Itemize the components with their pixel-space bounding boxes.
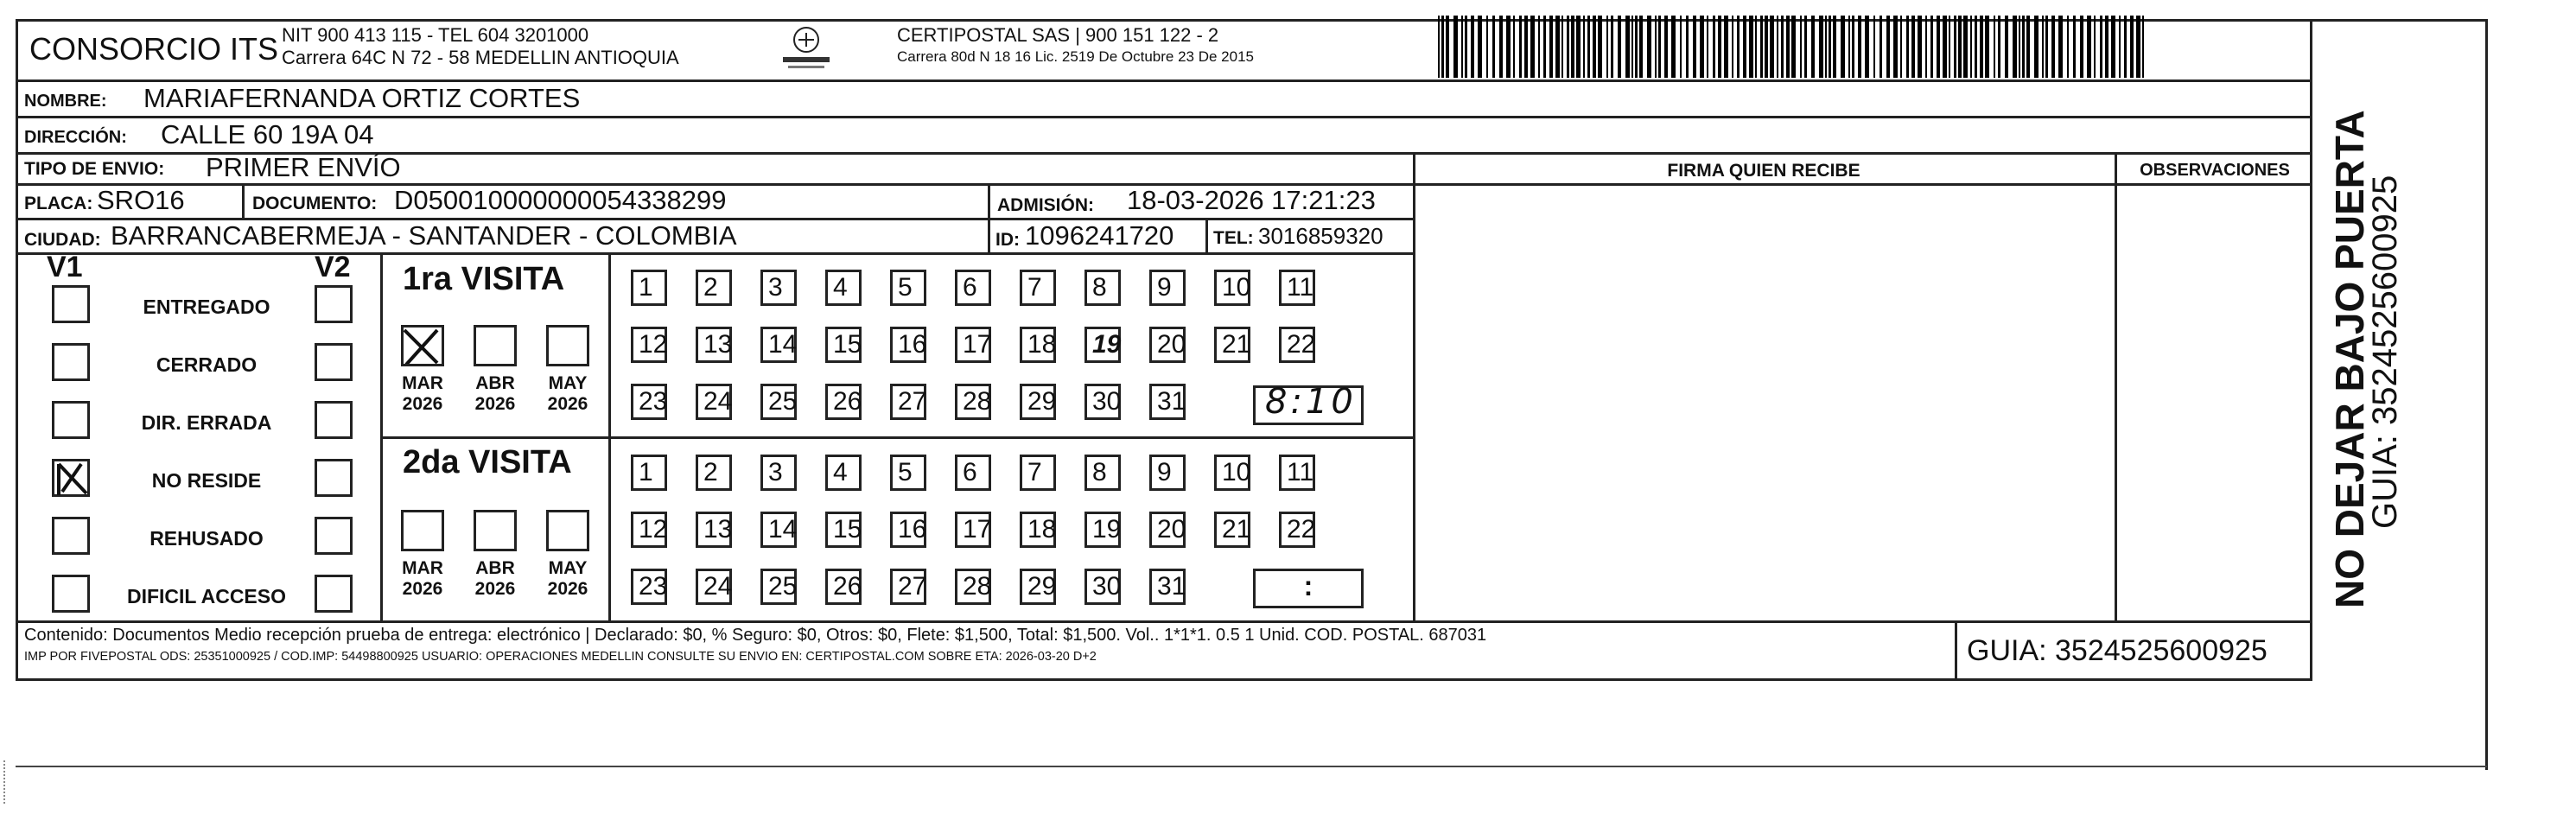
status-label: REHUSADO [149,527,264,550]
barcode-bar [2019,16,2020,78]
status-label: DIFICIL ACCESO [126,585,286,607]
id-value: 1096241720 [1025,220,1174,251]
barcode-bar [1724,16,1728,78]
barcode-bar [1833,16,1836,78]
visit1-day[interactable]: 21 [1214,327,1250,363]
barcode-bar [1658,16,1661,78]
nombre-label: NOMBRE: [24,92,107,111]
visit1-day[interactable]: 25 [760,384,797,420]
barcode-bar [1555,16,1560,78]
barcode-bar [1858,16,1861,78]
barcode-bar [1618,16,1621,78]
barcode-bar [1918,16,1922,78]
v2-checkbox[interactable] [315,517,353,555]
barcode-bar [1765,16,1768,78]
visit1-day[interactable]: 9 [1149,270,1186,306]
visit1-month-label: ABR [475,373,515,393]
barcode-bar [1530,16,1535,78]
ciudad-label: CIUDAD: [24,230,101,250]
visit2-day[interactable]: 28 [955,569,991,605]
barcode-bar [1985,16,1989,78]
barcode-bar [1549,16,1553,78]
row-line [16,79,2312,82]
col-divider [1205,218,1208,252]
visit1-day[interactable]: 31 [1149,384,1186,420]
visit2-month-box[interactable] [401,510,444,551]
barcode-bar [1848,16,1850,78]
visit1-month-year: 2026 [402,394,443,414]
documento-value: D050010000000054338299 [394,185,727,215]
col-divider [242,183,245,218]
barcode-bar [1438,16,1440,78]
visit1-month-box[interactable] [401,325,444,366]
visit1-month-label: MAY [548,373,588,393]
visit2-day[interactable]: 14 [760,512,797,548]
barcode-bar [1639,16,1643,78]
barcode-bar [1880,16,1882,78]
v1-checkbox[interactable] [52,285,90,323]
barcode-bar [1852,16,1854,78]
barcode-bar [2087,16,2091,78]
visit1-day[interactable]: 5 [890,270,926,306]
barcode-bar [1900,16,1902,78]
v2-checkbox[interactable] [315,343,353,381]
visit2-day[interactable]: 19 [1084,512,1121,548]
barcode-bar [1755,16,1757,78]
visit1-month-label: MAR [402,373,443,393]
barcode-bar [1958,16,1962,78]
visit1-day[interactable]: 17 [955,327,991,363]
barcode-bar [1671,16,1676,78]
status-label: DIR. ERRADA [141,411,272,434]
barcode-bar [1647,16,1651,78]
barcode-bar [1819,16,1823,78]
visit2-day[interactable]: 5 [890,455,926,491]
v1-checkbox[interactable] [52,517,90,555]
placa-value: SRO16 [97,185,185,215]
visit1-title: 1ra VISITA [403,261,565,297]
visit2-day[interactable]: 23 [631,569,667,605]
status-label: NO RESIDE [151,469,262,492]
visit1-day[interactable]: 23 [631,384,667,420]
visit1-day[interactable]: 14 [760,327,797,363]
v2-checkbox[interactable] [315,575,353,613]
barcode-bar [2042,16,2044,78]
tipo-value: PRIMER ENVÍO [206,152,401,182]
footer-print-line: IMP POR FIVEPOSTAL ODS: 25351000925 / COD.IMP: 54498800925 USUARIO: OPERACIONES MEDELLIN CONSULTE SU ENVIO EN: CERTIPOSTAL.COM SOBRE ETA: 2026-03-20 D+2 [24,650,1097,664]
barcode-bar [1635,16,1638,78]
barcode-bar [1786,16,1790,78]
visit1-day[interactable]: 2 [696,270,732,306]
status-label: ENTREGADO [143,296,270,318]
visit2-day[interactable]: 26 [825,569,862,605]
courier-logo [776,24,836,76]
barcode-bar [1906,16,1909,78]
visit2-title: 2da VISITA [403,444,572,480]
barcode-bar [1949,16,1950,78]
visit1-day[interactable]: 27 [890,384,926,420]
direccion-value: CALLE 60 19A 04 [161,119,374,149]
barcode-bar [2026,16,2030,78]
observaciones-label: OBSERVACIONES [2140,161,2290,180]
barcode-bar [1693,16,1696,78]
v2-label: V2 [315,251,351,283]
barcode-bar [2136,16,2140,78]
visit1-day[interactable]: 16 [890,327,926,363]
col-divider [1955,620,1957,681]
visit1-day[interactable]: 11 [1279,270,1315,306]
visit2-month-year: 2026 [402,579,443,599]
barcode-bar [1937,16,1940,78]
barcode-bar [1930,16,1933,78]
barcode-bar [2051,16,2055,78]
visit2-day[interactable]: 17 [955,512,991,548]
visit2-day[interactable]: 20 [1149,512,1186,548]
direccion-label: DIRECCIÓN: [24,128,127,147]
visit2-day[interactable]: 15 [825,512,862,548]
visit1-month-year: 2026 [547,394,588,414]
barcode-bar [1791,16,1796,78]
visit1-day-marked[interactable]: 19 [1084,327,1121,363]
barcode-bar [1680,16,1682,78]
admision-value: 18-03-2026 17:21:23 [1127,185,1376,215]
visit-divider [380,436,1413,439]
admision-label: ADMISIÓN: [997,195,1094,215]
visit1-day[interactable]: 10 [1214,270,1250,306]
visit1-day[interactable]: 20 [1149,327,1186,363]
barcode-bar [2142,16,2144,78]
barcode-bar [2094,16,2096,78]
courier-logo-icon [776,24,836,76]
barcode-bar [1770,16,1774,78]
v2-checkbox[interactable] [315,285,353,323]
barcode-bar [2105,16,2109,78]
barcode-bar [1893,16,1898,78]
visit2-day[interactable]: 2 [696,455,732,491]
barcode-bar [1743,16,1746,78]
barcode-bar [1524,16,1528,78]
barcode-bar [1453,16,1458,78]
barcode-bar [1631,16,1633,78]
barcode-bar [1506,16,1511,78]
barcode-bar [1911,16,1915,78]
visit2-day[interactable]: 27 [890,569,926,605]
barcode-bar [1825,16,1827,78]
barcode-bar [1598,16,1602,78]
barcode-bar [2045,16,2048,78]
barcode-bar [1499,16,1503,78]
visit2-time-blank: : [1303,570,1313,601]
barcode-bar [1760,16,1763,78]
barcode-bar [1538,16,1540,78]
row-line [16,116,2312,118]
barcode-bar [1446,16,1449,78]
barcode-bar [1465,16,1467,78]
barcode-bar [1804,16,1807,78]
footer-guia: GUIA: 3524525600925 [1967,634,2268,667]
barcode-bar [1811,16,1815,78]
barcode-bar [1686,16,1689,78]
visit1-day[interactable]: 15 [825,327,862,363]
visit1-day[interactable]: 12 [631,327,667,363]
visit2-day[interactable]: 10 [1214,455,1250,491]
visit2-day[interactable]: 11 [1279,455,1315,491]
barcode-bar [1954,16,1956,78]
placa-label: PLACA: [24,194,93,213]
barcode-bar [1471,16,1474,78]
barcode-bar [1998,16,2000,78]
barcode-bar [1749,16,1753,78]
visit2-day[interactable]: 3 [760,455,797,491]
nit-line: NIT 900 413 115 - TEL 604 3201000 [282,24,589,46]
barcode-bar [1718,16,1721,78]
barcode-bar [2073,16,2076,78]
visit2-day[interactable]: 12 [631,512,667,548]
col-divider [2115,152,2117,620]
barcode-bar [1513,16,1515,78]
barcode-bar [2111,16,2115,78]
visit1-time-handwritten: 8:10 [1265,382,1357,422]
barcode-bar [1664,16,1668,78]
visit2-month-year: 2026 [547,579,588,599]
barcode-bar [1829,16,1831,78]
visit2-day[interactable]: 29 [1020,569,1056,605]
visit2-day[interactable]: 16 [890,512,926,548]
barcode-bar [1571,16,1574,78]
row-line [16,252,1413,255]
visit2-day[interactable]: 18 [1020,512,1056,548]
barcode-bar [1492,16,1495,78]
barcode-bar [1562,16,1563,78]
barcode-bar [1732,16,1733,78]
barcode-bar [1461,16,1463,78]
barcode-bar [2080,16,2083,78]
col-divider [988,183,990,252]
barcode-bar [1576,16,1581,78]
tel-label: TEL: [1213,228,1254,248]
visit1-month-box[interactable] [546,325,589,366]
visit2-day[interactable]: 31 [1149,569,1186,605]
barcode-bar [1970,16,1972,78]
barcode-bar [2013,16,2017,78]
vertical-warning: NO DEJAR BAJO PUERTA [2327,110,2372,608]
barcode-bar [1587,16,1590,78]
barcode-bar [1873,16,1875,78]
barcode-bar [1781,16,1784,78]
barcode-bar [1625,16,1630,78]
visit2-day[interactable]: 7 [1020,455,1056,491]
visit1-day[interactable]: 7 [1020,270,1056,306]
barcode [1438,16,2147,78]
visit1-day[interactable]: 8 [1084,270,1121,306]
visit2-day[interactable]: 13 [696,512,732,548]
row-line [16,620,2312,623]
visit1-day[interactable]: 30 [1084,384,1121,420]
visit1-day[interactable]: 6 [955,270,991,306]
barcode-bar [1593,16,1596,78]
visit2-month-label: MAR [402,558,443,578]
v1-label: V1 [47,251,83,283]
barcode-bar [1737,16,1740,78]
tel-value: 3016859320 [1258,223,1383,249]
visit2-day[interactable]: 30 [1084,569,1121,605]
firma-label: FIRMA QUIEN RECIBE [1667,161,1860,181]
barcode-bar [1925,16,1927,78]
scan-dots [3,760,8,804]
barcode-bar [2130,16,2134,78]
barcode-bar [1980,16,1983,78]
bottom-rule [16,766,2487,767]
barcode-bar [1777,16,1778,78]
barcode-bar [1441,16,1444,78]
barcode-bar [2034,16,2039,78]
id-label: ID: [995,230,1020,250]
visit1-day[interactable]: 18 [1020,327,1056,363]
visit1-day[interactable]: 29 [1020,384,1056,420]
barcode-bar [1841,16,1845,78]
v1-checkmark [52,459,90,497]
visit1-day[interactable]: 24 [696,384,732,420]
visit2-day[interactable]: 22 [1279,512,1315,548]
courier-line-2: Carrera 80d N 18 16 Lic. 2519 De Octubre 23 De 2015 [897,48,1254,65]
barcode-bar [1886,16,1890,78]
visit1-month-box[interactable] [474,325,517,366]
barcode-bar [1519,16,1522,78]
visit2-day[interactable]: 25 [760,569,797,605]
barcode-bar [2022,16,2025,78]
barcode-bar [1975,16,1977,78]
v2-checkbox[interactable] [315,459,353,497]
col-divider [1413,152,1415,620]
courier-line-1: CERTIPOSTAL SAS | 900 151 122 - 2 [897,24,1219,46]
v2-checkbox[interactable] [315,401,353,439]
visit2-day[interactable]: 24 [696,569,732,605]
barcode-bar [1655,16,1657,78]
barcode-bar [1963,16,1968,78]
visit1-month-year: 2026 [474,394,516,414]
visit1-day[interactable]: 13 [696,327,732,363]
barcode-bar [1943,16,1947,78]
status-label: CERRADO [156,353,258,376]
barcode-bar [1700,16,1704,78]
barcode-bar [1486,16,1488,78]
barcode-bar [2100,16,2102,78]
visit1-day[interactable]: 1 [631,270,667,306]
visit2-day[interactable]: 8 [1084,455,1121,491]
visit2-month-label: ABR [475,558,515,578]
company-name: CONSORCIO ITS [29,31,279,67]
barcode-bar [1543,16,1546,78]
visit2-day[interactable]: 1 [631,455,667,491]
barcode-bar [2124,16,2127,78]
barcode-bar [1994,16,1995,78]
visit2-month-box[interactable] [546,510,589,551]
visit1-day[interactable]: 3 [760,270,797,306]
visit2-month-label: MAY [548,558,588,578]
visit2-month-year: 2026 [474,579,516,599]
visit1-day[interactable]: 26 [825,384,862,420]
barcode-bar [2058,16,2063,78]
barcode-bar [1707,16,1708,78]
barcode-bar [1611,16,1613,78]
nombre-value: MARIAFERNANDA ORTIZ CORTES [143,83,581,113]
visit2-day[interactable]: 9 [1149,455,1186,491]
visit2-day[interactable]: 6 [955,455,991,491]
v1-checkbox[interactable] [52,575,90,613]
barcode-bar [1606,16,1608,78]
visit1-day[interactable]: 28 [955,384,991,420]
barcode-bar [1713,16,1715,78]
visit1-day[interactable]: 22 [1279,327,1315,363]
vertical-guia: GUIA: 3524525600925 [2366,175,2404,529]
v1-checkbox[interactable] [52,343,90,381]
ciudad-value: BARRANCABERMEJA - SANTANDER - COLOMBIA [111,220,737,251]
visit2-month-box[interactable] [474,510,517,551]
address-line: Carrera 64C N 72 - 58 MEDELLIN ANTIOQUIA [282,47,679,68]
barcode-bar [2067,16,2069,78]
barcode-bar [1865,16,1869,78]
barcode-bar [2005,16,2008,78]
barcode-bar [1567,16,1569,78]
tipo-label: TIPO DE ENVIO: [24,159,165,179]
visit1-day[interactable]: 4 [825,270,862,306]
barcode-bar [2119,16,2121,78]
barcode-bar [1800,16,1802,78]
barcode-bar [1583,16,1585,78]
visit2-day[interactable]: 4 [825,455,862,491]
documento-label: DOCUMENTO: [252,194,378,213]
barcode-bar [1478,16,1482,78]
visit2-day[interactable]: 21 [1214,512,1250,548]
footer-content-line: Contenido: Documentos Medio recepción prueba de entrega: electrónico | Declarado: $0, % Seguro: $0, Otros: $0, Flete: $1,500, Total: $1,500. Vol.. 1*1*1. 0.5 1 Unid. COD. POSTAL. 687031 [24,626,1487,645]
v1-checkbox[interactable] [52,401,90,439]
